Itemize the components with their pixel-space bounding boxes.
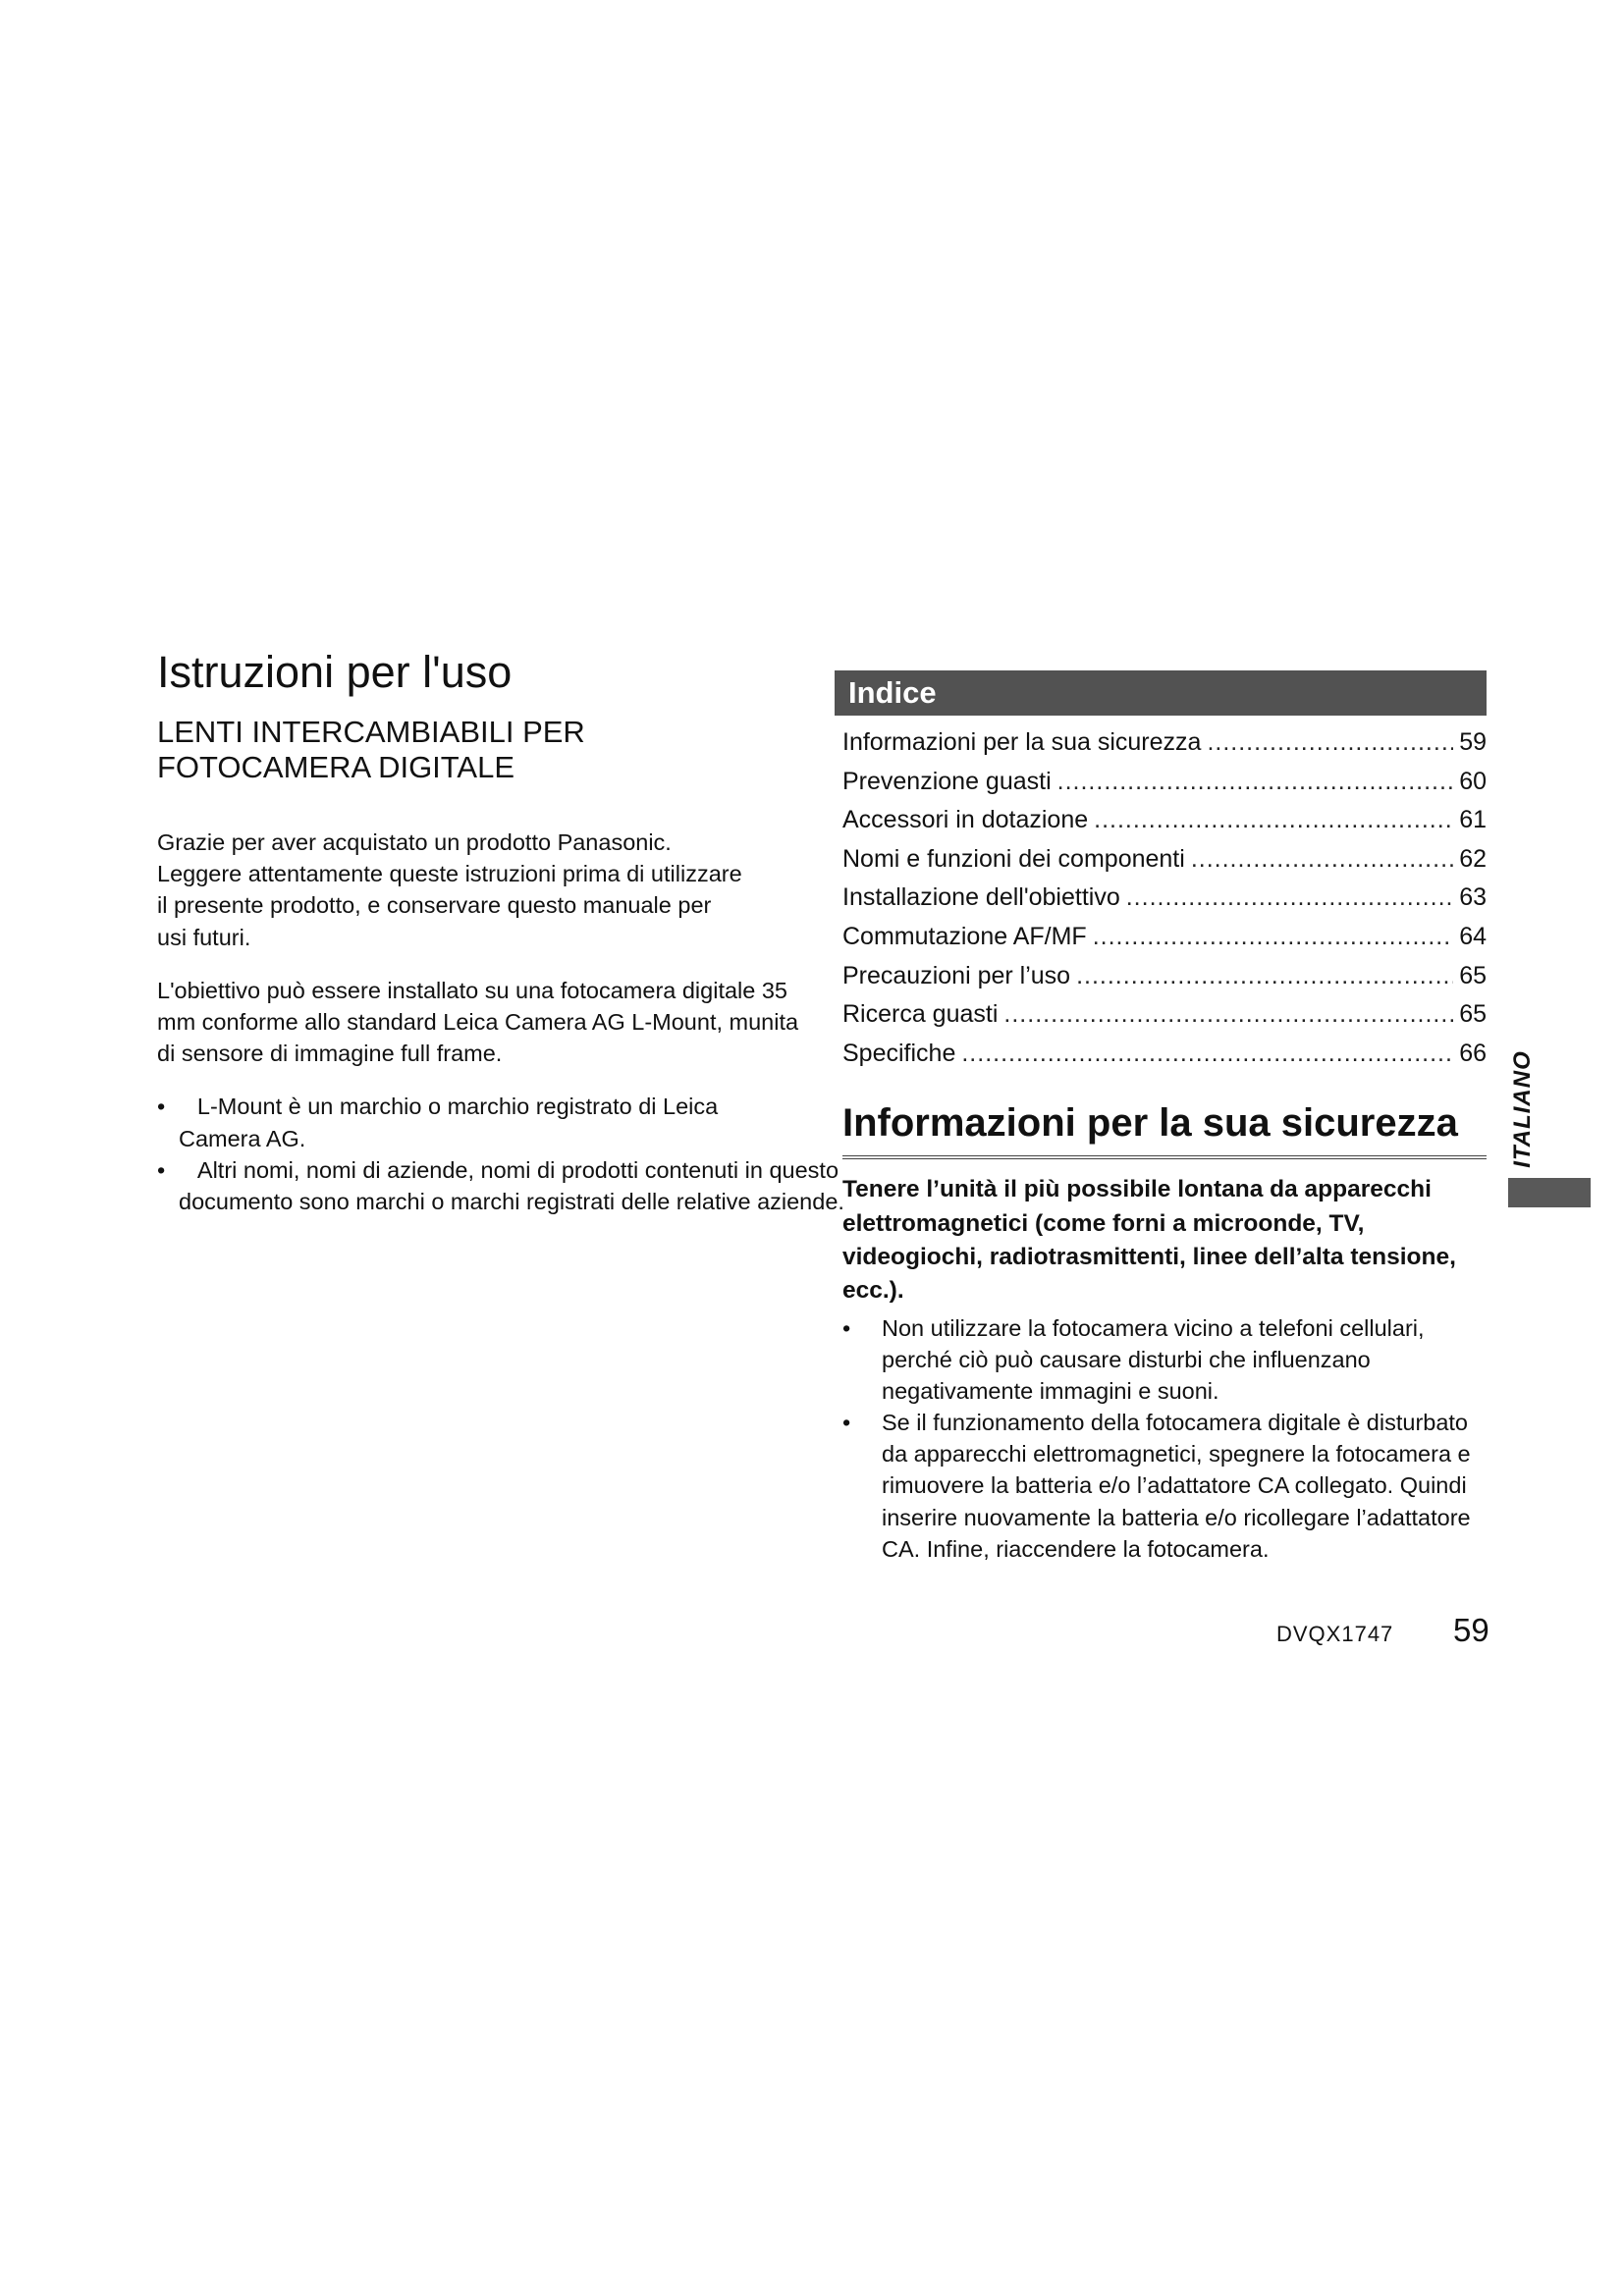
intro-column — [157, 647, 844, 1217]
toc-entry-page: 65 — [1459, 961, 1487, 989]
document-title: Istruzioni per l'uso — [157, 647, 513, 697]
dot-leader — [1126, 879, 1453, 918]
bullet-text: L-Mount è un marchio o marchio registrato di Leica Camera AG. — [179, 1094, 719, 1151]
bullet-icon: • — [842, 1410, 851, 1436]
toc-entry-label: Precauzioni per l’uso — [842, 961, 1071, 989]
table-of-contents — [835, 723, 1487, 1073]
dot-leader — [1076, 957, 1453, 996]
toc-entry[interactable] — [842, 957, 1487, 996]
toc-entry-page: 63 — [1459, 883, 1487, 912]
list-item — [842, 1407, 1481, 1565]
dot-leader — [961, 1035, 1453, 1074]
toc-entry[interactable] — [842, 879, 1487, 918]
toc-entry-label: Prevenzione guasti — [842, 767, 1052, 795]
toc-entry-label: Commutazione AF/MF — [842, 922, 1087, 950]
dot-leader — [1191, 840, 1453, 880]
safety-section-title: Informazioni per la sua sicurezza — [842, 1100, 1487, 1159]
dot-leader — [1093, 918, 1454, 957]
toc-entry-page: 65 — [1459, 1000, 1487, 1029]
toc-entry[interactable] — [842, 995, 1487, 1035]
page-number: 59 — [1453, 1612, 1489, 1648]
toc-and-safety-column — [835, 670, 1487, 1565]
language-label: ITALIANO — [1509, 1050, 1537, 1168]
toc-entry[interactable] — [842, 918, 1487, 957]
bullet-text: Se il funzionamento della fotocamera digitale è disturbato da apparecchi elettromagnetici, spegnere la fotocamera e rimuovere la batteria e/o l’adattatore CA collegato. Quindi inserire nuovamente la batteria e/o ricollegare l’adattatore CA. Infine, riaccendere la fotocamera. — [882, 1410, 1471, 1562]
toc-entry-label: Informazioni per la sua sicurezza — [842, 728, 1202, 756]
list-item — [157, 1154, 856, 1217]
document-code: DVQX1747 — [1276, 1622, 1394, 1646]
intro-paragraph-2: L'obiettivo può essere installato su una fotocamera digitale 35 mm conforme allo standard Leica Camera AG L-Mount, munita di sensore di immagine full frame. — [157, 977, 799, 1067]
intro-paragraph-1: Grazie per aver acquistato un prodotto Panasonic. Leggere attentamente queste istruzioni prima di utilizzare il presente prodotto, e conservare questo manuale per usi futuri. — [157, 829, 742, 950]
toc-entry-page: 66 — [1459, 1039, 1487, 1067]
list-item — [842, 1312, 1481, 1408]
dot-leader — [1207, 723, 1453, 763]
bullet-icon: • — [157, 1094, 166, 1120]
toc-entry-label: Installazione dell'obiettivo — [842, 883, 1120, 912]
toc-entry-label: Nomi e funzioni dei componenti — [842, 844, 1185, 873]
toc-entry-page: 64 — [1459, 922, 1487, 950]
toc-entry-page: 60 — [1459, 767, 1487, 795]
safety-warning: Tenere l’unità il più possibile lontana da apparecchi elettromagnetici (come forni a microonde, TV, videogiochi, radiotrasmittenti, linee dell’alta tensione, ecc.). — [842, 1176, 1456, 1305]
dot-leader — [1003, 995, 1453, 1035]
toc-entry[interactable] — [842, 840, 1487, 880]
language-marker-bar — [1508, 1178, 1591, 1207]
document-subtitle: LENTI INTERCAMBIABILI PER FOTOCAMERA DIGITALE — [157, 714, 585, 784]
bullet-text: Altri nomi, nomi di aziende, nomi di prodotti contenuti in questo documento sono marchi o marchi registrati delle relative aziende. — [179, 1156, 844, 1214]
dot-leader — [1094, 801, 1453, 840]
toc-entry[interactable] — [842, 801, 1487, 840]
toc-entry-page: 62 — [1459, 844, 1487, 873]
toc-entry-page: 61 — [1459, 806, 1487, 834]
bullet-text: Non utilizzare la fotocamera vicino a telefoni cellulari, perché ciò può causare disturbi che influenzano negativamente immagini e suoni. — [882, 1314, 1425, 1404]
toc-entry[interactable] — [842, 1035, 1487, 1074]
toc-entry-label: Specifiche — [842, 1039, 956, 1067]
toc-entry-page: 59 — [1459, 728, 1487, 756]
safety-notes — [842, 1312, 1481, 1566]
toc-entry-label: Ricerca guasti — [842, 1000, 999, 1029]
bullet-icon: • — [842, 1314, 851, 1341]
trademark-notes — [157, 1091, 844, 1217]
toc-entry[interactable] — [842, 763, 1487, 802]
dot-leader — [1057, 763, 1454, 802]
language-tab — [1508, 1045, 1538, 1173]
bullet-icon: • — [157, 1156, 166, 1183]
list-item — [157, 1091, 768, 1153]
toc-heading: Indice — [835, 670, 1487, 716]
toc-entry-label: Accessori in dotazione — [842, 806, 1089, 834]
toc-entry[interactable] — [842, 723, 1487, 763]
